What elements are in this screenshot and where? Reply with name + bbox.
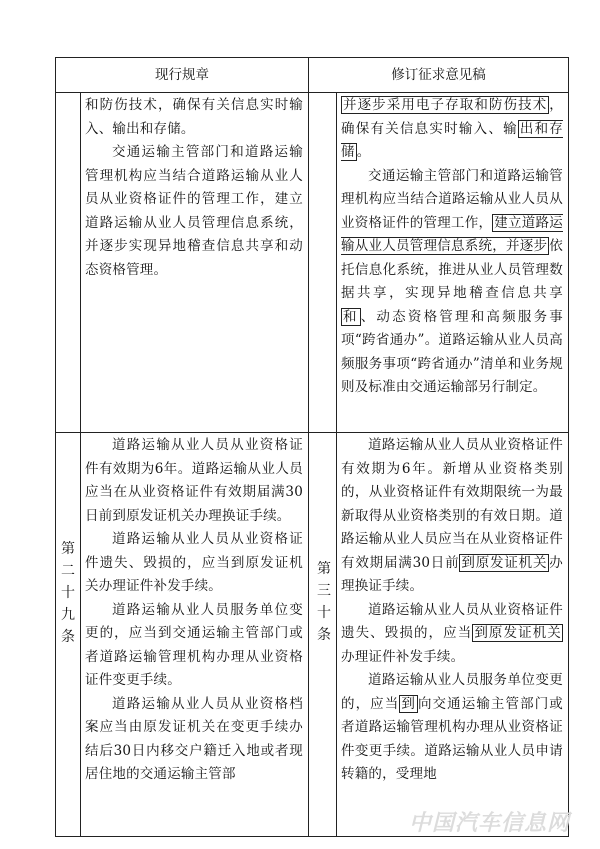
- row1-left-para: 和防伤技术，确保有关信息实时输入、输出和存储。: [85, 97, 303, 137]
- header-divider: [56, 92, 568, 93]
- row1-right-text: [341, 94, 563, 400]
- deleted-text-box: 并逐步采用电子存取和防伤技术: [343, 97, 548, 113]
- row2-left-para: 道路运输从业人员从业资格档案应当由原发证机关在变更手续办结后30日内移交户籍迁入地或者现居住地的交通运输主管部: [85, 695, 303, 782]
- row2-right-text: [341, 434, 563, 787]
- header-revised-draft: 修订征求意见稿: [391, 67, 486, 83]
- article-30-label: 第 三 十 条: [317, 561, 331, 643]
- header-current-rules: 现行规章: [155, 67, 209, 83]
- deleted-text-box: 建立道路运输从业人员管理信息系统，并逐步: [341, 214, 564, 254]
- row2-left-para: 道路运输从业人员从业资格证件遗失、毁损的，应当到原发证机关办理证件补发手续。: [85, 531, 303, 594]
- center-divider: [308, 58, 309, 837]
- watermark-logo: 中国汽车信息网: [408, 811, 570, 836]
- left-label-divider: [80, 92, 81, 837]
- row-divider: [56, 432, 568, 433]
- row1-right-para: 交通运输主管部门和道路运输管理机构应当结合道路运输从业人员从业资格证件的管理工作， 建立道路运输从业人员管理信息系统，并逐步 依托信息化系统，推进从业人员管理数据共享，实现异地稽查信息共享和 、动态资格管理和高频服务事项“跨省通办”。道路运输从业人员高频服务事项“跨省通办”清单和业务规则及标准由交通运输部另行制定。: [341, 167, 564, 395]
- row1-right-para: 并逐步采用电子存取和防伤技术 ，确保有关信息实时输入、输 出和存储 。: [341, 97, 563, 160]
- comparison-table: [55, 57, 569, 837]
- row2-right-para: 道路运输从业人员从业资格证件遗失、毁损的，应当 到原发证机关办理证件补发手续。: [341, 601, 563, 665]
- row2-left-para: 道路运输从业人员服务单位变更的，应当到交通运输主管部门或者道路运输管理机构办理从业资格证件变更手续。: [85, 601, 303, 688]
- deleted-text-box: 到: [401, 695, 416, 712]
- row2-left-para: 道路运输从业人员从业资格证件有效期为6年。道路运输从业人员应当在从业资格证件有效期届满30日前到原发证机关办理换证手续。: [85, 437, 303, 524]
- deleted-text-box: 到原发证机关: [474, 625, 561, 641]
- row1-left-para: 交通运输主管部门和道路运输管理机构应当结合道路运输从业人员从业资格证件的管理工作，建立道路运输从业人员管理信息系统，并逐步实现异地稽查信息共享和动态资格管理。: [85, 144, 303, 278]
- deleted-text-box: 出和存储: [341, 120, 563, 160]
- row2-right-para: 道路运输从业人员服务单位变更的，应当 到 向交通运输主管部门或者道路运输管理机构办理从业资格证件变更手续。道路运输从业人员申请转籍的，受理地: [341, 672, 563, 782]
- row2-left-text: [85, 434, 303, 787]
- row1-left-text: [85, 94, 303, 282]
- article-29-label: 第 二 十 九 条: [61, 541, 75, 645]
- row2-right-para: 道路运输从业人员从业资格证件有效期为6年。新增从业资格类别的，从业资格证件有效期限统一为最新取得从业资格类别的有效日期。道路运输从业人员应当在从业资格证件有效期届满30日前 到原发证机关 办理换证手续。: [341, 437, 563, 594]
- deleted-text-box: 到原发证机关: [461, 554, 548, 571]
- right-label-divider: [336, 92, 337, 837]
- deleted-text-box: 和: [343, 308, 359, 325]
